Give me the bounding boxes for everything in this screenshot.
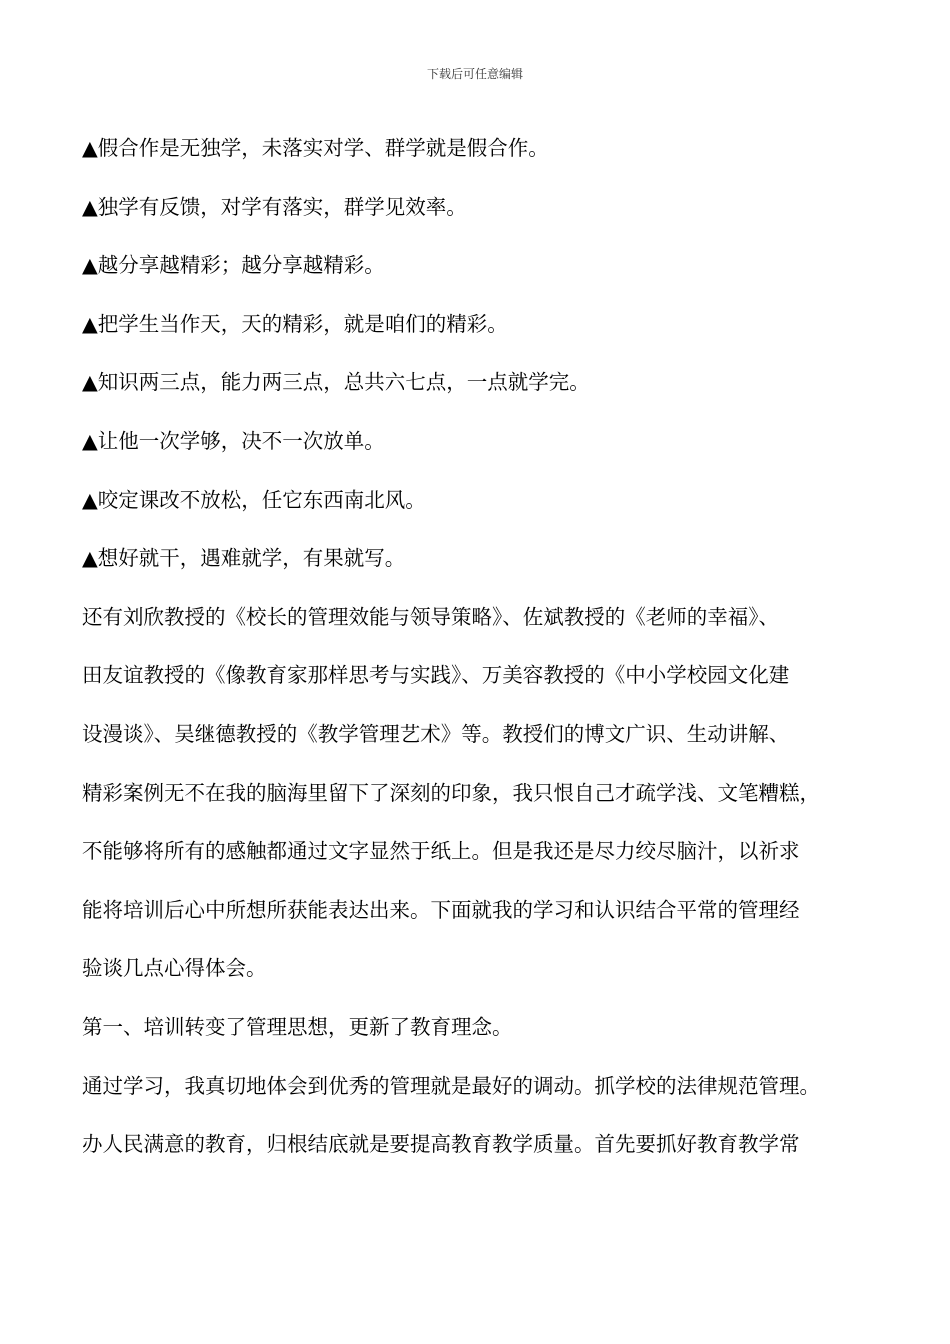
text-line: 通过学习，我真切地体会到优秀的管理就是最好的调动。抓学校的法律规范管理。	[82, 1073, 820, 1098]
text-line: ▲想好就干，遇难就学，有果就写。	[82, 546, 406, 571]
text-line: 能将培训后心中所想所获能表达出来。下面就我的学习和认识结合平常的管理经	[82, 897, 800, 922]
section-heading: 第一、培训转变了管理思想，更新了教育理念。	[82, 1014, 513, 1039]
text-line: ▲知识两三点，能力两三点，总共六七点，一点就学完。	[82, 370, 590, 395]
text-line: 验谈几点心得体会。	[82, 956, 267, 981]
text-line: ▲咬定课改不放松，任它东西南北风。	[82, 487, 426, 512]
text-line: ▲独学有反馈，对学有落实，群学见效率。	[82, 194, 467, 219]
text-line: 还有刘欣教授的《校长的管理效能与领导策略》、佐斌教授的《老师的幸福》、	[82, 604, 779, 629]
text-line: 不能够将所有的感触都通过文字显然于纸上。但是我还是尽力绞尽脑汁，以祈求	[82, 839, 800, 864]
document-body	[82, 119, 892, 1174]
text-line: 田友谊教授的《像教育家那样思考与实践》、万美容教授的《中小学校园文化建	[82, 663, 790, 688]
page-header: 下载后可任意编辑	[426, 67, 523, 81]
text-line: ▲假合作是无独学，未落实对学、群学就是假合作。	[82, 136, 549, 160]
text-line: ▲把学生当作天，天的精彩，就是咱们的精彩。	[82, 311, 508, 336]
text-line: 精彩案例无不在我的脑海里留下了深刻的印象，我只恨自己才疏学浅、文笔糟糕，	[82, 780, 820, 805]
text-line: ▲让他一次学够，决不一次放单。	[82, 428, 385, 453]
text-line: ▲越分享越精彩；越分享越精彩。	[82, 253, 385, 278]
text-line: 设漫谈》、吴继德教授的《教学管理艺术》等。教授们的博文广识、生动讲解、	[82, 721, 790, 746]
text-line: 办人民满意的教育，归根结底就是要提高教育教学质量。首先要抓好教育教学常	[82, 1132, 800, 1157]
